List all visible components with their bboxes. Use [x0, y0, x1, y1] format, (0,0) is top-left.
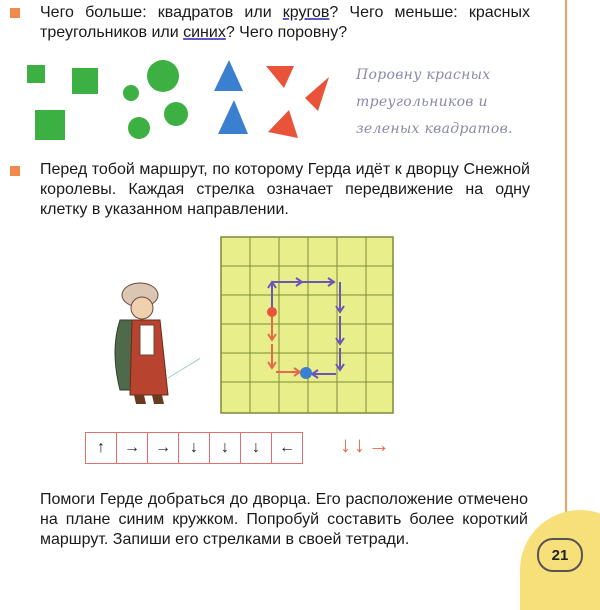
task1-word-blue: синих [183, 24, 226, 41]
green-circle [123, 85, 139, 101]
route-grid [220, 236, 395, 414]
answer-line-2: треугольников и [356, 94, 488, 110]
page-number: 21 [537, 538, 583, 572]
green-circle [147, 60, 179, 92]
task1-text-c: ? Чего поровну? [225, 24, 348, 41]
task3-text: Помоги Герде добраться до дворца. Его расположение отмечено на плане синим кружком. Попробуй составить более короткий маршрут. Запиши его стрелками в своей тетради. [40, 491, 528, 548]
task2-text: Перед тобой маршрут, по которому Герда идёт к дворцу Снежной королевы. Каждая стрелка означает передвижение на одну клетку в указанном направлении. [40, 161, 530, 218]
gerda-illustration [90, 270, 200, 410]
route-cell: ↓ [209, 432, 241, 464]
short-route-arrows: ↓↓→ [340, 432, 393, 457]
green-circle [164, 102, 188, 126]
red-triangle [305, 77, 329, 111]
route-cell: ↓ [240, 432, 272, 464]
red-triangle [266, 66, 294, 88]
green-square [35, 110, 65, 140]
green-square [72, 68, 98, 94]
task1-text-b: ? Чего меньше: красных треугольников или [40, 4, 531, 41]
task2-bullet [10, 166, 20, 176]
blue-triangle [214, 60, 243, 91]
answer-line-3: зеленых квадратов. [356, 121, 513, 137]
route-cell: ← [271, 432, 303, 464]
task1-word-circles: кругов [282, 4, 330, 21]
answer-handwriting [356, 62, 513, 143]
answer-line-1: Поровну красных [356, 67, 491, 83]
route-arrow-strip [86, 432, 303, 464]
red-triangle [268, 110, 298, 138]
route-cell: ↓ [178, 432, 210, 464]
blue-triangle [218, 100, 248, 134]
task1-text-a: Чего больше: квадратов или [40, 4, 272, 21]
start-point [267, 307, 277, 317]
green-square [27, 65, 45, 83]
route-cell: ↑ [85, 432, 117, 464]
route-cell: → [147, 432, 179, 464]
palace-point [300, 367, 312, 379]
green-circle [128, 117, 150, 139]
route-cell: → [116, 432, 148, 464]
